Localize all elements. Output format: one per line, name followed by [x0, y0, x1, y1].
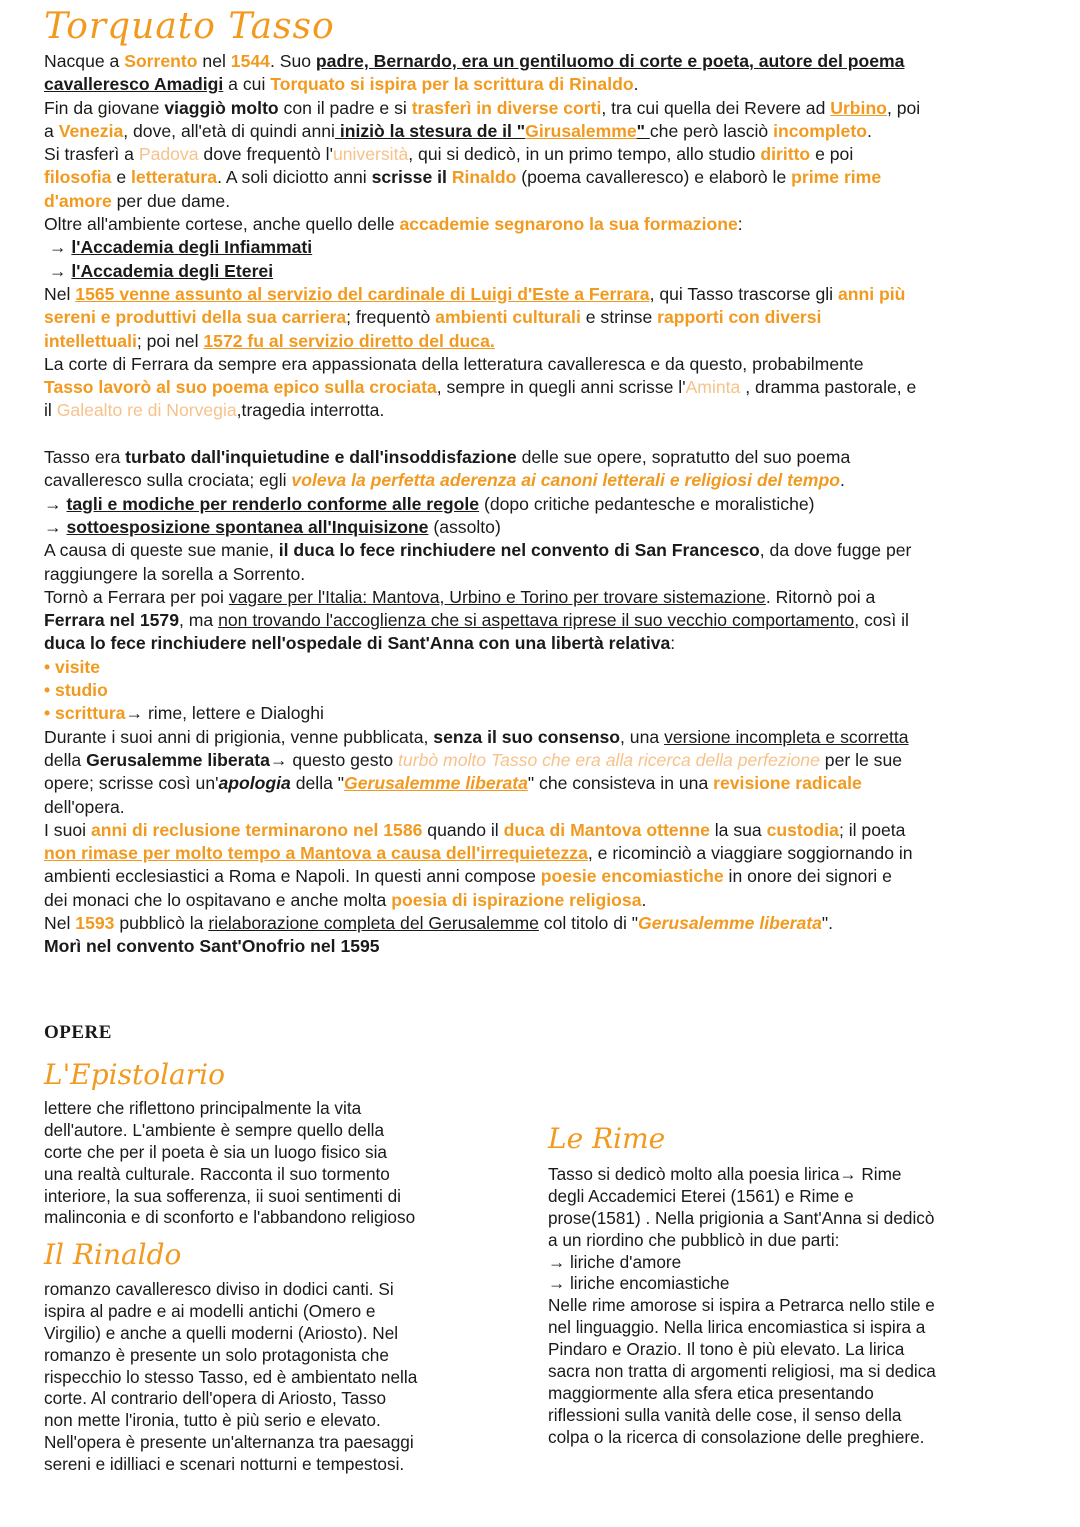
bio-text: dei monaci che lo ospitavano e anche molta: [44, 889, 392, 910]
bio-emphasis: turbato dall'inquietudine e dall'insoddisfazione: [125, 447, 517, 468]
epistolario-text: [44, 1098, 415, 1229]
bio-text: , poi: [886, 97, 921, 118]
bio-text: e strinse: [580, 307, 658, 328]
bio-highlight: • scrittura: [44, 703, 126, 724]
bio-line: [44, 97, 1044, 120]
rinaldo-line: romanzo cavalleresco diviso in dodici canti. Si: [44, 1279, 394, 1299]
bio-highlight: Gerusalemme liberata: [638, 912, 822, 933]
bio-text: , qui si dedicò, in un primo tempo, allo studio: [408, 144, 761, 165]
bio-emphasis: duca lo fece rinchiudere nell'ospedale di Sant'Anna con una libertà relativa: [44, 633, 671, 654]
rinaldo-line: rispecchio lo stesso Tasso, ed è ambientato nella: [44, 1366, 418, 1387]
bio-highlight: letteratura: [131, 167, 218, 188]
bio-highlight: accademie segnarono la sua formazione: [399, 214, 738, 235]
bio-blank-line: [44, 423, 1044, 446]
bio-emphasis: tagli e modiche per renderlo conforme alle regole: [66, 493, 480, 514]
bio-text: " che consisteva in una: [527, 773, 714, 794]
bio-text: cavalleresco sulla crociata; egli: [44, 470, 292, 491]
bio-emphasis: ": [636, 120, 650, 141]
bio-highlight: intellettuali: [44, 330, 137, 351]
bio-highlight: 1565 venne assunto al servizio del cardinale di Luigi d'Este a Ferrara: [75, 283, 650, 304]
bio-text: . Suo: [269, 51, 316, 71]
bio-text: .: [641, 889, 647, 910]
bio-text: ambienti ecclesiastici a Roma e Napoli. In questi anni compose: [44, 866, 541, 887]
bio-text: Si trasferì a: [44, 144, 139, 165]
bio-line: [44, 609, 1044, 632]
rinaldo-line: sereni e idilliaci e scenari notturni e tempestosi.: [44, 1454, 405, 1475]
bio-text: (poema cavalleresco) e elaborò le: [516, 167, 792, 188]
bio-text: per due dame.: [111, 190, 231, 211]
bio-text: Tornò a Ferrara per poi: [44, 586, 229, 607]
bio-text: :: [737, 214, 743, 235]
arrow-icon: →: [269, 749, 293, 770]
bio-list-item: [44, 679, 1044, 702]
bio-text: e: [111, 167, 132, 188]
bio-text: , una: [620, 726, 665, 747]
bio-text: :: [670, 633, 676, 654]
bio-emphasis: cavalleresco Amadigi: [44, 74, 224, 95]
bio-text: dell'opera.: [44, 796, 125, 817]
bio-highlight: Girusalemme: [525, 120, 637, 141]
bio-line: [44, 469, 1044, 492]
rime-line: maggiormente alla sfera etica presentando: [548, 1382, 874, 1403]
bio-text: Nel: [44, 283, 76, 304]
bio-text: ".: [821, 912, 834, 933]
rime-text: [548, 1164, 936, 1449]
bio-line: [44, 73, 1044, 96]
rime-line: nel linguaggio. Nella lirica encomiastica si ispira a: [548, 1317, 926, 1338]
bio-text: , qui Tasso trascorse gli: [649, 283, 838, 304]
bio-line: [44, 726, 1044, 749]
bio-text: (assolto): [428, 516, 501, 537]
bio-highlight: revisione radicale: [713, 773, 862, 794]
bio-text: pubblicò la: [114, 912, 209, 933]
bio-line: [44, 236, 1044, 259]
rime-line: Tasso si dedicò molto alla poesia lirica→ Rime: [548, 1164, 902, 1184]
rime-line: → liriche encomiastiche: [548, 1273, 730, 1294]
bio-highlight: non rimase per molto tempo a Mantova a causa dell'irrequietezza: [44, 843, 588, 864]
bio-line: [44, 190, 1044, 213]
bio-emphasis: iniziò la stesura de il ": [334, 120, 526, 141]
bio-line: [44, 935, 1044, 958]
bio-line: [44, 143, 1044, 166]
rime-line: riflessioni sulla vanità delle cose, il senso della: [548, 1404, 902, 1425]
bio-text: , da dove fugge per: [759, 540, 912, 561]
epistolario-line: lettere che riflettono principalmente la vita: [44, 1098, 362, 1118]
bio-emphasis: viaggiò molto: [164, 97, 279, 118]
bio-line: [44, 516, 1044, 539]
bio-highlight: sereni e produttivi della sua carriera: [44, 307, 347, 328]
bio-text: per le sue: [819, 749, 903, 770]
bio-line: [44, 749, 1044, 772]
bio-text: la sua: [709, 819, 767, 840]
bio-text: delle sue opere, sopratutto del suo poema: [516, 447, 851, 468]
bio-highlight: ambienti culturali: [435, 307, 581, 328]
bio-line: [44, 213, 1044, 236]
bio-text: ,tragedia interrotta.: [236, 400, 385, 421]
bio-emphasis: padre, Bernardo, era un gentiluomo di corte e poeta, autore del poema: [315, 51, 905, 71]
arrow-icon: →: [44, 516, 67, 537]
bio-text: La corte di Ferrara da sempre era appassionata della letteratura cavalleresca e da questo, probabilmente: [44, 353, 864, 374]
bio-line: [44, 865, 1044, 888]
bio-text: , ma: [178, 610, 219, 631]
bio-highlight: trasferì in diverse corti: [411, 97, 602, 118]
bio-text: rime, lettere e Dialoghi: [147, 703, 324, 724]
bio-highlight: duca di Mantova ottenne: [503, 819, 710, 840]
bio-underlined: vagare per l'Italia: Mantova, Urbino e Torino per trovare sistemazione: [228, 586, 766, 607]
bio-emphasis: scrisse il: [371, 167, 452, 188]
bio-text: quando il: [422, 819, 504, 840]
bio-line: [44, 796, 1044, 819]
bio-line: [44, 353, 1044, 376]
bio-line: [44, 283, 1044, 306]
bio-text: . Ritornò poi a: [765, 586, 876, 607]
rinaldo-title: Il Rinaldo: [44, 1238, 182, 1271]
bio-light-highlight: turbò molto Tasso che era alla ricerca della perfezione: [398, 749, 820, 770]
bio-highlight: Gerusalemme liberata: [344, 773, 528, 794]
rime-line: prose(1581) . Nella prigionia a Sant'Anna si dedicò: [548, 1207, 935, 1228]
rime-line: a un riordino che pubblicò in due parti:: [548, 1229, 840, 1250]
bio-text: Tasso era: [44, 447, 126, 468]
bio-text: il: [44, 400, 57, 421]
bio-text: opere; scrisse così un': [44, 773, 219, 794]
bio-text: , dove, all'età di quindi anni: [123, 120, 335, 141]
bio-text: .: [633, 74, 639, 95]
epistolario-line: malinconia e di sconforto e l'abbandono religioso: [44, 1207, 416, 1228]
bio-light-highlight: università: [332, 144, 409, 165]
rinaldo-line: Nell'opera è presente un'alternanza tra paesaggi: [44, 1432, 414, 1453]
bio-text: Nel: [44, 912, 76, 933]
bio-light-highlight: Aminta: [685, 377, 741, 398]
bio-emphasis: senza il suo consenso: [433, 726, 621, 747]
bio-emphasis: Gerusalemme liberata: [86, 749, 270, 770]
bio-underlined: non trovando l'accoglienza che si aspettava riprese il suo vecchio comportamento: [218, 610, 855, 631]
bio-text: .: [866, 120, 872, 141]
bio-line: [44, 306, 1044, 329]
bio-text: raggiungere la sorella a Sorrento.: [44, 563, 306, 584]
rinaldo-line: Virgilio) e anche a quelli moderni (Ariosto). Nel: [44, 1322, 399, 1343]
bio-highlight: prime rime: [791, 167, 882, 188]
bio-line: [44, 842, 1044, 865]
bio-line: [44, 772, 1044, 795]
bio-highlight: Urbino: [830, 97, 887, 118]
bio-highlight: Sorrento: [124, 51, 198, 71]
bio-text: , tra cui quella dei Revere ad: [601, 97, 831, 118]
rime-line: sacra non tratta di argomenti religiosi, ma si dedica: [548, 1361, 936, 1382]
bio-highlight: Rinaldo: [451, 167, 517, 188]
bio-light-highlight: Padova: [138, 144, 199, 165]
bio-text: , dramma pastorale, e: [740, 377, 917, 398]
bio-line: [44, 819, 1044, 842]
bio-highlight: anni più: [837, 283, 906, 304]
rime-line: Pindaro e Orazio. Il tono è più elevato. La lirica: [548, 1339, 905, 1360]
bio-highlight: incompleto: [773, 120, 867, 141]
page-title: Torquato Tasso: [44, 6, 335, 47]
bio-highlight: 1544: [230, 51, 270, 71]
rime-line: degli Accademici Eterei (1561) e Rime e: [548, 1185, 854, 1206]
bio-text: ; il poeta: [838, 819, 906, 840]
bio-text: Oltre all'ambiente cortese, anche quello delle: [44, 214, 400, 235]
bio-line: [44, 912, 1044, 935]
bio-highlight: anni di reclusione terminarono nel 1586: [90, 819, 423, 840]
rime-line: Nelle rime amorose si ispira a Petrarca nello stile e: [548, 1295, 935, 1316]
bio-text: .: [839, 470, 845, 491]
bio-text: con il padre e si: [278, 97, 412, 118]
bio-text: , e ricominciò a viaggiare soggiornando in: [587, 843, 913, 864]
bio-highlight: filosofia: [44, 167, 112, 188]
bio-emphasis: il duca lo fece rinchiudere nel convento di San Francesco: [278, 540, 760, 561]
bio-text: Durante i suoi anni di prigionia, venne pubblicata,: [44, 726, 434, 747]
bio-highlight: diritto: [760, 144, 811, 165]
bio-text: A causa di queste sue manie,: [44, 540, 279, 561]
bio-text: della ": [290, 773, 345, 794]
bio-text: (dopo critiche pedantesche e moralistiche): [479, 493, 815, 514]
bio-highlight: 1593: [75, 912, 115, 933]
bio-text: , sempre in quegli anni scrisse l': [436, 377, 686, 398]
arrow-icon: →: [48, 237, 72, 258]
bio-highlight: • visite: [44, 656, 101, 677]
bio-text: a cui: [223, 74, 271, 95]
bio-text: ; frequentò: [346, 307, 436, 328]
bio-emphasis: Morì nel convento Sant'Onofrio nel 1595: [44, 936, 380, 957]
bio-line: [44, 260, 1044, 283]
bio-text: nel: [197, 51, 231, 71]
bio-highlight: poesie encomiastiche: [540, 866, 724, 887]
bio-text: , così il: [854, 610, 909, 631]
bio-highlight: Venezia: [58, 120, 124, 141]
epistolario-line: una realtà culturale. Racconta il suo tormento: [44, 1163, 390, 1184]
bio-text: col titolo di ": [538, 912, 639, 933]
bio-line: [44, 376, 1044, 399]
bio-line: [44, 586, 1044, 609]
bio-emphasis: sottoesposizione spontanea all'Inquisizone: [66, 516, 429, 537]
bio-text: Fin da giovane: [44, 97, 165, 118]
bio-emphasis: Ferrara nel 1579: [44, 610, 179, 631]
opere-heading: OPERE: [44, 1022, 112, 1043]
rinaldo-text: [44, 1279, 417, 1476]
bio-text: a: [44, 120, 59, 141]
bio-text: questo gesto: [292, 749, 399, 770]
bio-text: I suoi: [44, 819, 91, 840]
bio-list-item: [44, 702, 1044, 725]
bio-text: che però lasciò: [649, 120, 774, 141]
arrow-icon: →: [48, 260, 72, 281]
bio-list-item: [44, 656, 1044, 679]
bio-underlined: rielaborazione completa del Gerusalemme: [208, 912, 539, 933]
arrow-icon: →: [44, 493, 67, 514]
epistolario-line: dell'autore. L'ambiente è sempre quello della: [44, 1119, 385, 1140]
bio-line: [44, 120, 1044, 143]
bio-line: [44, 399, 1044, 422]
epistolario-title: L'Epistolario: [44, 1058, 225, 1091]
bio-line: [44, 889, 1044, 912]
bio-line: [44, 446, 1044, 469]
bio-text: e poi: [810, 144, 854, 165]
bio-text: ; poi nel: [136, 330, 204, 351]
bio-emphasis: apologia: [218, 773, 291, 794]
rime-line: → liriche d'amore: [548, 1251, 682, 1272]
bio-line: [44, 563, 1044, 586]
rinaldo-line: non mette l'ironia, tutto è più serio e elevato.: [44, 1410, 381, 1431]
bio-text: . A soli diciotto anni: [217, 167, 372, 188]
epistolario-line: corte che per il poeta è sia un luogo fisico sia: [44, 1141, 387, 1162]
rinaldo-line: romanzo è presente un solo protagonista che: [44, 1344, 389, 1365]
bio-underlined: versione incompleta e scorretta: [664, 726, 909, 747]
bio-highlight: d'amore: [44, 190, 112, 211]
bio-line: [44, 166, 1044, 189]
bio-highlight: rapporti con diversi: [657, 307, 822, 328]
rinaldo-line: ispira al padre e ai modelli antichi (Omero e: [44, 1300, 376, 1321]
rime-line: colpa o la ricerca di consolazione delle preghiere.: [548, 1426, 925, 1447]
bio-line: [44, 493, 1044, 516]
bio-text: Nacque a: [44, 51, 125, 71]
bio-text: in onore dei signori e: [723, 866, 892, 887]
bio-highlight: Torquato si ispira per la scrittura di Rinaldo: [270, 74, 634, 95]
bio-emphasis: l'Accademia degli Infiammati: [71, 237, 313, 258]
rinaldo-line: corte. Al contrario dell'opera di Ariosto, Tasso: [44, 1388, 387, 1409]
bio-highlight: voleva la perfetta aderenza ai canoni letterali e religiosi del tempo: [291, 470, 840, 491]
bio-light-highlight: Galealto re di Norvegia: [56, 400, 237, 421]
bio-highlight: custodia: [766, 819, 839, 840]
bio-emphasis: l'Accademia degli Eterei: [71, 260, 274, 281]
bio-highlight: • studio: [44, 680, 108, 701]
arrow-icon: →: [125, 703, 148, 724]
bio-text: dove frequentò l': [198, 144, 333, 165]
bio-line: [44, 632, 1044, 655]
bio-line: [44, 539, 1044, 562]
epistolario-line: interiore, la sua sofferenza, ii suoi sentimenti di: [44, 1185, 401, 1206]
rime-title: Le Rime: [548, 1122, 666, 1155]
bio-line: [44, 330, 1044, 353]
bio-line: [44, 50, 1044, 73]
biography-section: [44, 50, 1044, 959]
bio-highlight: Tasso lavorò al suo poema epico sulla crociata: [44, 377, 437, 398]
bio-text: della: [44, 749, 87, 770]
bio-highlight: 1572 fu al servizio diretto del duca.: [203, 330, 495, 351]
bio-highlight: poesia di ispirazione religiosa: [391, 889, 642, 910]
